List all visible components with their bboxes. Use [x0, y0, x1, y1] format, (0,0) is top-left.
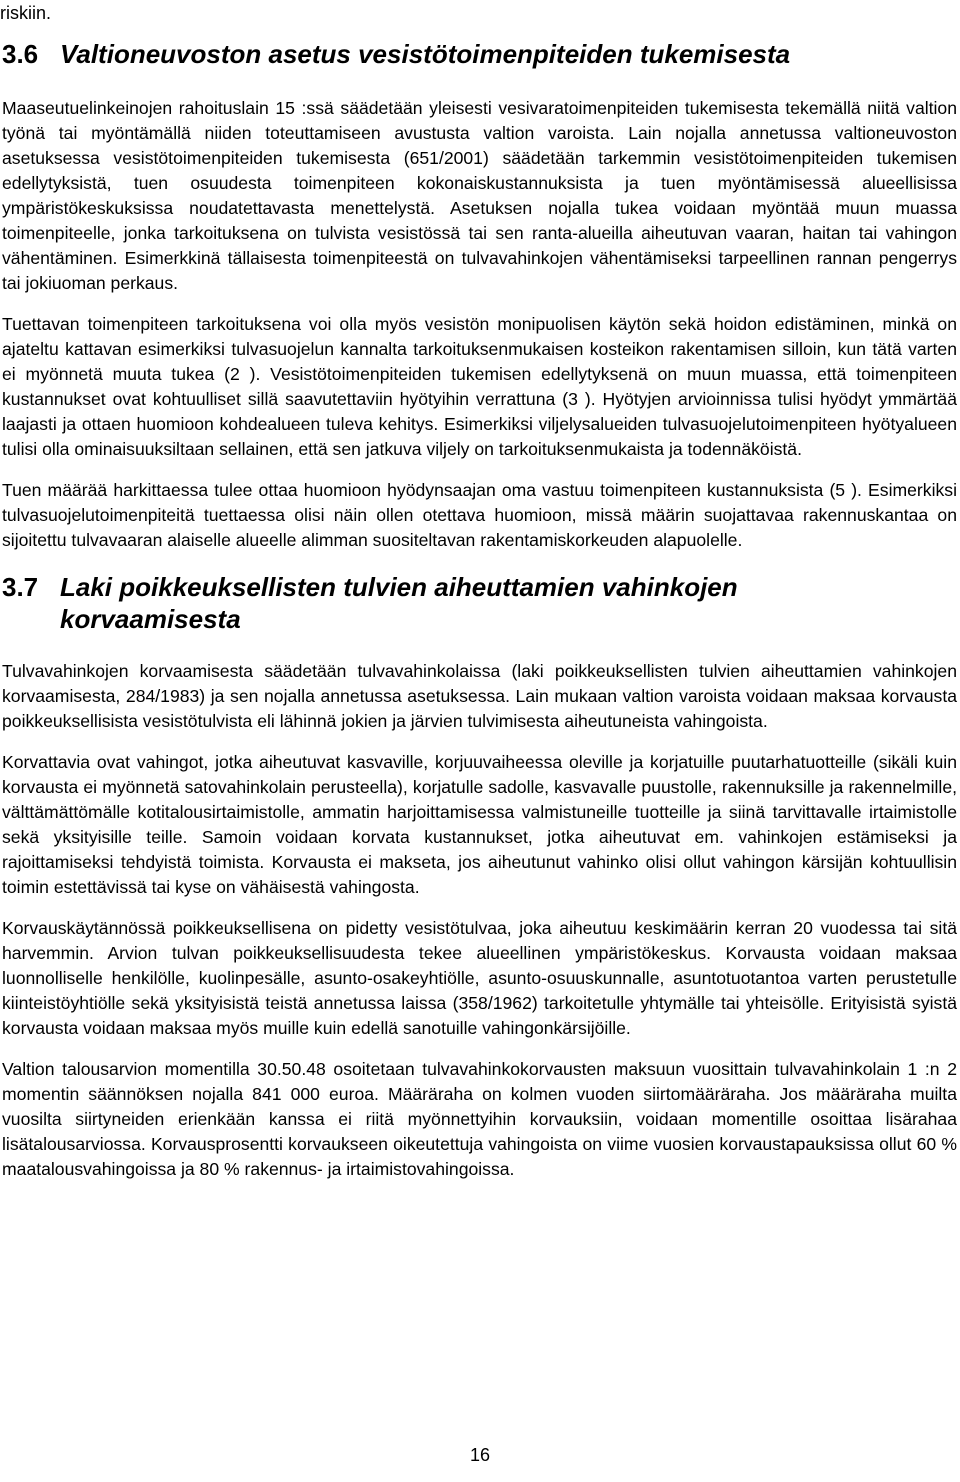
section-heading-3-6	[2, 38, 957, 70]
section-title: Laki poikkeuksellisten tulvien aiheuttamien vahinkojen korvaamisesta	[60, 572, 738, 634]
section-3-7	[2, 571, 957, 1182]
section-heading-3-7	[2, 571, 957, 635]
paragraph: Tuen määrää harkittaessa tulee ottaa huomioon hyödynsaajan oma vastuu toimenpiteen kustannuksista (5 ). Esimerkiksi tulvasuojelutoimenpiteitä tuettaessa olisi näin ollen otettava huomioon, missä määrin suojattavaa rakennuskantaa on sijoitettu tulvavaaran alaiselle alueelle alimman suositeltavan rakentamiskorkeuden alapuolelle.	[2, 480, 957, 550]
paragraph: Valtion talousarvion momentilla 30.50.48 osoitetaan tulvavahinkokorvausten maksuun vuosittain tulvavahinkolain 1 :n 2 momentin säännöksen nojalla 841 000 euroa. Määräraha on kolmen vuoden siirtomääräraha. Jos määräraha muilta vuosilta siirtyneiden erienkään kanssa ei riitä myönnettyihin korvauksiin, voidaan momentille osoittaa lisärahaa lisätalousarviossa. Korvausprosentti korvaukseen oikeutettuja vahingoista on viime vuosien korvaustapauksissa ollut 60 % maatalousvahingoissa ja 80 % rakennus- ja irtaimistovahingoissa.	[2, 1059, 957, 1179]
page-content	[2, 38, 957, 1198]
previous-page-fragment: riskiin.	[0, 3, 52, 23]
section-number: 3.7	[2, 572, 39, 602]
paragraph: Maaseutuelinkeinojen rahoituslain 15 :ssä säädetään yleisesti vesivaratoimenpiteiden tukemisesta tekemällä niitä valtion työnä tai myöntämällä niiden toteuttamiseen avustusta valtion varoista. Lain nojalla annetussa valtioneuvoston asetuksessa vesistötoimenpiteiden tukemisesta (651/2001) säädetään tarkemmin vesistötoimenpiteiden tukemisen edellytyksistä, tuen osuudesta toimenpiteen kokonaiskustannuksista ja tuen myöntämisessä alueellisissa ympäristökeskuksissa noudatettavasta menettelystä. Asetuksen nojalla tukea voidaan myöntää muun muassa toimenpiteelle, jonka tarkoituksena on tulvista vesistössä tai sen ranta-alueilla aiheutuvan vaaran, haitan tai vahingon vähentäminen. Esimerkkinä tällaisesta toimenpiteestä on tulvavahinkojen vähentämiseksi tarpeellinen rannan pengerrys tai jokiuoman perkaus.	[2, 98, 957, 293]
paragraph: Korvauskäytännössä poikkeuksellisena on pidetty vesistötulvaa, joka aiheutuu keskimäärin kerran 20 vuodessa tai sitä harvemmin. Arvion tulvan poikkeuksellisuudesta tekee alueellinen ympäristökeskus. Korvausta voidaan maksaa luonnolliselle henkilölle, kuolinpesälle, asunto-osakeyhtiölle, asunto-osuuskunnalle, asuntotuotantoa varten perustetulle kiinteistöyhtiölle sekä yksityisistä teistä annetussa laissa (358/1962) tarkoitetulle yhtymälle tai yhteisölle. Erityisistä syistä korvausta voidaan maksaa myös muille kuin edellä sanotuille vahingonkärsijöille.	[2, 918, 957, 1038]
paragraph: Tuettavan toimenpiteen tarkoituksena voi olla myös vesistön monipuolisen käytön sekä hoidon edistäminen, minkä on ajateltu kattavan esimerkiksi tulvasuojelun kannalta tarkoituksenmukaisen kosteikon rakentamisen silloin, kun tätä varten ei myönnetä muuta tukea (2 ). Vesistötoimenpiteiden tukemisen edellytyksenä on muun muassa, että toimenpiteen kustannukset ovat kohtuulliset sillä saavutettaviin hyötyihin verrattuna (3 ). Hyötyjen arvioinnissa tulisi hyödyt ymmärtää laajasti ja ottaen huomioon kohdealueen tuleva kehitys. Esimerkiksi viljelysalueiden tulvasuojelutoimenpiteen hyötyalueen tulisi olla ominaisuuksiltaan sellainen, että sen jatkuva viljely on tarkoituksenmukaista ja todennäköistä.	[2, 314, 957, 459]
page-number: 16	[469, 1445, 491, 1465]
paragraph: Tulvavahinkojen korvaamisesta säädetään tulvavahinkolaissa (laki poikkeuksellisten tulvien aiheuttamien vahinkojen korvaamisesta, 284/1983) ja sen nojalla annetussa asetuksessa. Lain mukaan valtion varoista voidaan maksaa korvausta poikkeuksellisista vesistötulvista eli lähinnä jokien ja järvien tulvimisesta aiheutuneista vahingoista.	[2, 661, 957, 731]
section-title: Valtioneuvoston asetus vesistötoimenpiteiden tukemisesta	[60, 39, 791, 69]
section-3-6	[2, 38, 957, 553]
section-number: 3.6	[2, 39, 39, 69]
paragraph: Korvattavia ovat vahingot, jotka aiheutuvat kasvaville, korjuuvaiheessa oleville ja korjatuille puutarhatuotteille (sikäli kuin korvausta ei myönnetä satovahinkolain perusteella), korjatulle sadolle, kasvavalle puustolle, rakennuksille ja rakennelmille, välttämättömälle kotitalousirtaimistolle, ammatin harjoittamisessa valmistuneille tuotteille ja siinä tarvittavalle irtaimistolle sekä yksityisille teille. Samoin voidaan korvata kustannukset, jotka aiheutuvat em. vahinkojen estämiseksi ja rajoittamiseksi tehdyistä toimista. Korvausta ei makseta, jos aiheutunut vahinko olisi ollut vahingon kärsijän kohtuullisin toimin estettävissä tai kyse on vähäisestä vahingosta.	[2, 752, 957, 897]
